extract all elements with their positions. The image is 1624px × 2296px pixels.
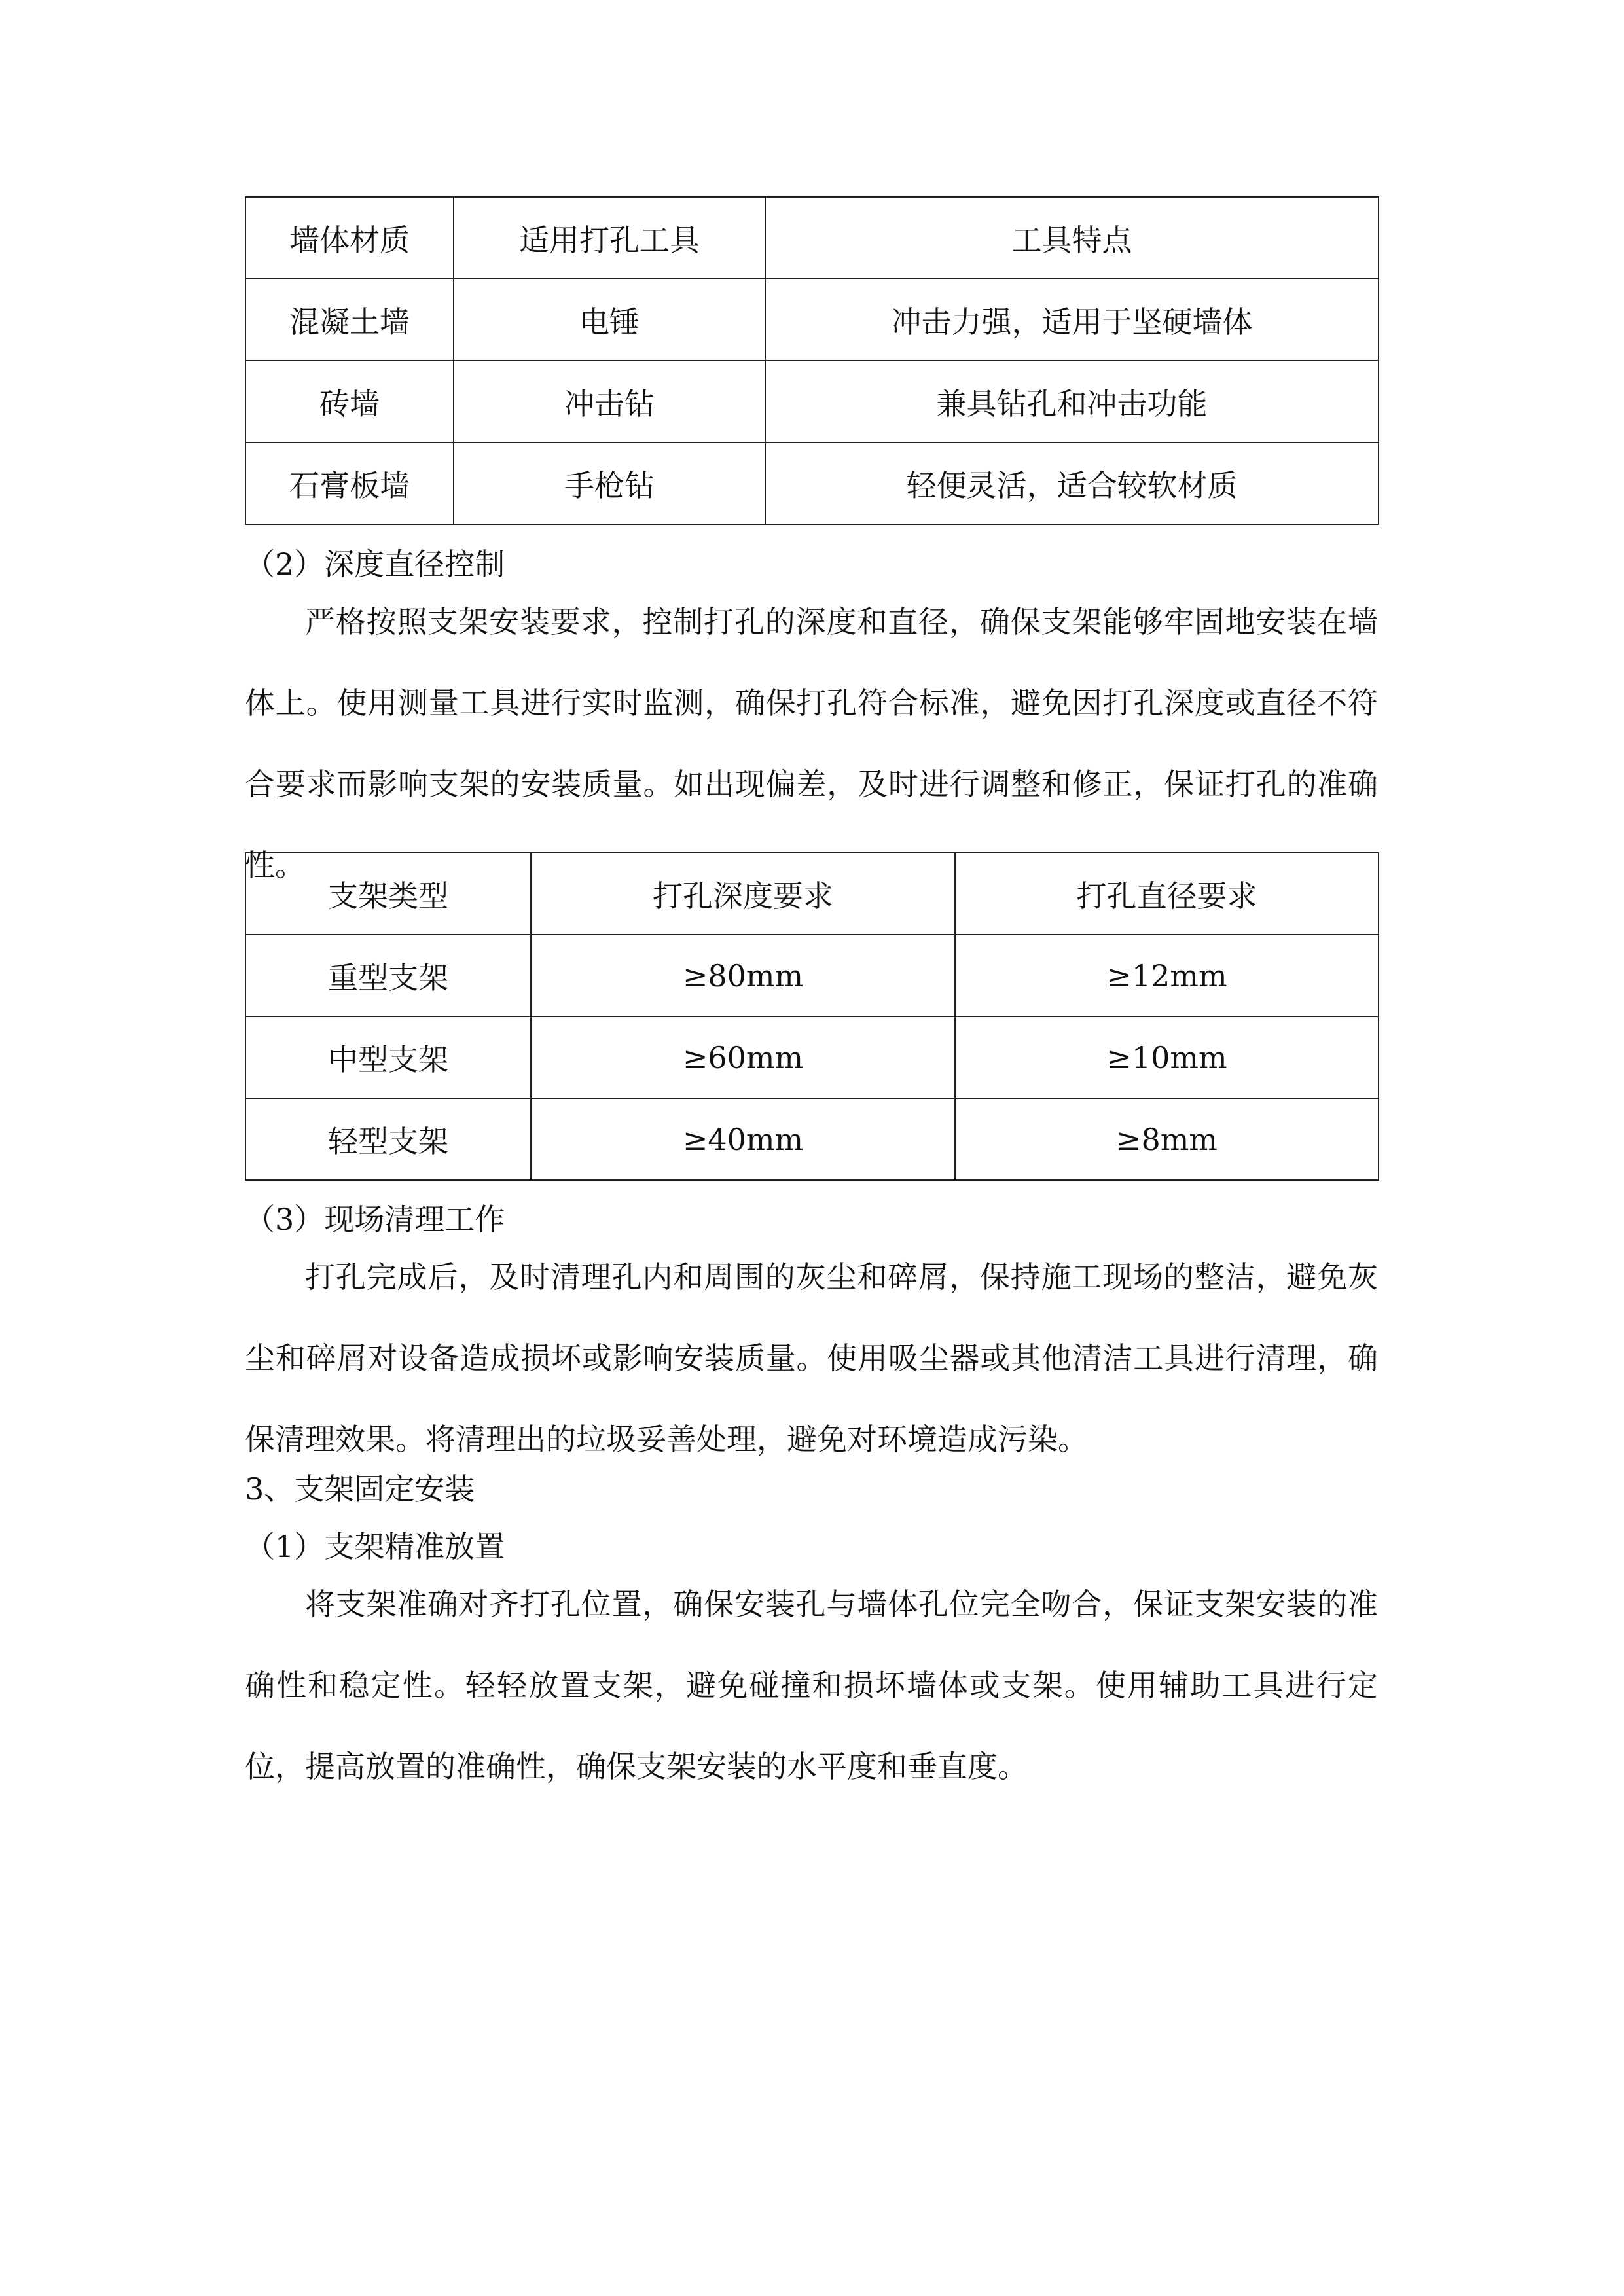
table-row xyxy=(245,442,1379,524)
table-row xyxy=(245,361,1379,442)
table-cell: 中型支架 xyxy=(245,1016,531,1098)
subsection-heading-placement: （1）支架精准放置 xyxy=(245,1529,505,1564)
paragraph-cleanup: 打孔完成后，及时清理孔内和周围的灰尘和碎屑，保持施工现场的整洁，避免灰尘和碎屑对设备造成损坏或影响安装质量。使用吸尘器或其他清洁工具进行清理，确保清理效果。将清理出的垃圾妥善处理，避免对环境造成污染。 xyxy=(245,1259,1378,1457)
table-cell: 砖墙 xyxy=(245,361,454,442)
wall-material-tools-table xyxy=(245,196,1379,525)
table-cell: ≥60mm xyxy=(531,1016,955,1098)
table-row xyxy=(245,1098,1379,1180)
table-cell: 手枪钻 xyxy=(454,442,765,524)
table-header-cell: 工具特点 xyxy=(765,197,1379,279)
paragraph-placement: 将支架准确对齐打孔位置，确保安装孔与墙体孔位完全吻合，保证支架安装的准确性和稳定性。轻轻放置支架，避免碰撞和损坏墙体或支架。使用辅助工具进行定位，提高放置的准确性，确保支架安装的水平度和垂直度。 xyxy=(245,1587,1378,1784)
section-heading-cleanup: （3）现场清理工作 xyxy=(245,1202,505,1237)
table-row xyxy=(245,935,1379,1016)
table-cell: ≥8mm xyxy=(955,1098,1379,1180)
table-cell: 冲击钻 xyxy=(454,361,765,442)
table-cell: 石膏板墙 xyxy=(245,442,454,524)
paragraph-depth: 严格按照支架安装要求，控制打孔的深度和直径，确保支架能够牢固地安装在墙体上。使用测量工具进行实时监测，确保打孔符合标准，避免因打孔深度或直径不符合要求而影响支架的安装质量。如出现偏差，及时进行调整和修正，保证打孔的准确性。 xyxy=(245,604,1378,883)
table-cell: ≥12mm xyxy=(955,935,1379,1016)
table-header-cell: 适用打孔工具 xyxy=(454,197,765,279)
table-header-cell: 打孔直径要求 xyxy=(955,853,1379,935)
table-cell: ≥40mm xyxy=(531,1098,955,1180)
table-row xyxy=(245,279,1379,361)
table-header-row xyxy=(245,197,1379,279)
table-cell: 冲击力强，适用于坚硬墙体 xyxy=(765,279,1379,361)
table-header-row xyxy=(245,853,1379,935)
table-cell: ≥80mm xyxy=(531,935,955,1016)
table-cell: 重型支架 xyxy=(245,935,531,1016)
table-cell: ≥10mm xyxy=(955,1016,1379,1098)
table-cell: 混凝土墙 xyxy=(245,279,454,361)
table-header-cell: 打孔深度要求 xyxy=(531,853,955,935)
table-header-cell: 支架类型 xyxy=(245,853,531,935)
table-cell: 电锤 xyxy=(454,279,765,361)
section-heading-depth: （2）深度直径控制 xyxy=(245,547,505,582)
table-row xyxy=(245,1016,1379,1098)
table-cell: 兼具钻孔和冲击功能 xyxy=(765,361,1379,442)
bracket-depth-table xyxy=(245,852,1379,1181)
table-header-cell: 墙体材质 xyxy=(245,197,454,279)
table-cell: 轻便灵活，适合较软材质 xyxy=(765,442,1379,524)
section-heading-install: 3、支架固定安装 xyxy=(245,1471,475,1507)
table-cell: 轻型支架 xyxy=(245,1098,531,1180)
